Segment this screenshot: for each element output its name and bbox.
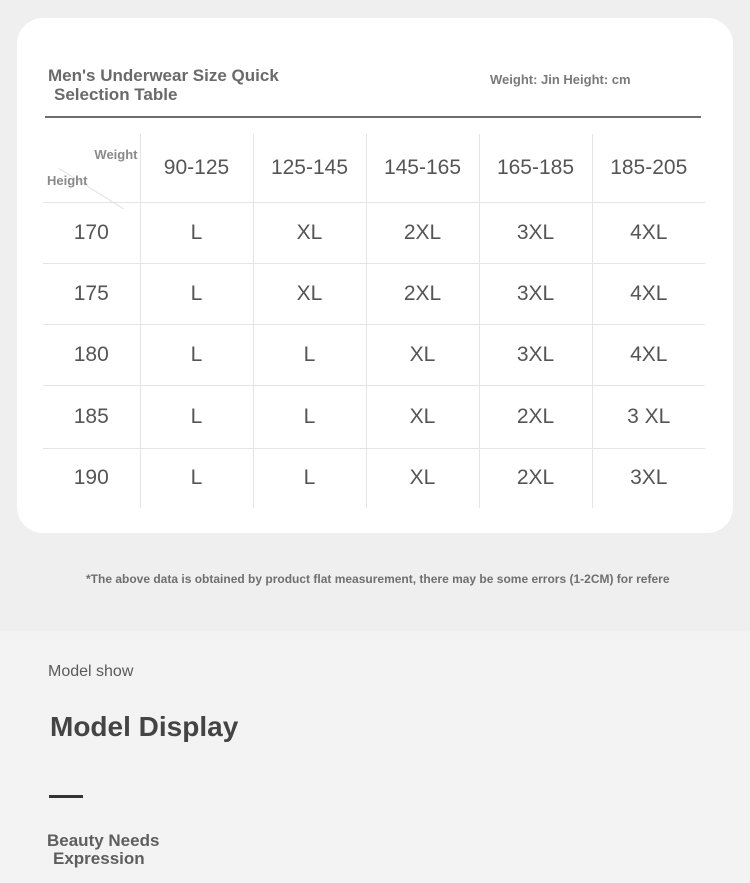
size-cell: 4XL: [592, 263, 705, 324]
size-cell: 2XL: [366, 263, 479, 324]
units-note: Weight: Jin Height: cm: [490, 72, 631, 87]
size-cell: L: [140, 448, 253, 508]
column-header: 125-145: [253, 134, 366, 202]
measurement-footnote: *The above data is obtained by product flat measurement, there may be some errors (1-2CM) for refere: [86, 572, 670, 586]
size-cell: L: [140, 263, 253, 324]
size-cell: 3XL: [479, 263, 592, 324]
model-section-heading: Model Display: [50, 711, 239, 742]
table-row: [43, 263, 705, 324]
size-cell: XL: [366, 324, 479, 385]
corner-cell: [43, 134, 140, 202]
size-cell: XL: [366, 448, 479, 508]
model-section-label: Model show: [48, 663, 134, 680]
size-cell: XL: [366, 385, 479, 448]
size-cell: L: [140, 385, 253, 448]
row-height-value: 190: [43, 448, 140, 508]
size-cell: 4XL: [592, 202, 705, 263]
size-cell: L: [140, 202, 253, 263]
size-cell: L: [253, 324, 366, 385]
size-cell: 3XL: [479, 324, 592, 385]
size-cell: 3 XL: [592, 385, 705, 448]
column-header: 165-185: [479, 134, 592, 202]
row-height-value: 180: [43, 324, 140, 385]
size-cell: L: [253, 448, 366, 508]
size-chart-title-line2: Selection Table: [54, 85, 178, 104]
column-header: 90-125: [140, 134, 253, 202]
column-header: 145-165: [366, 134, 479, 202]
height-axis-label: Height: [47, 172, 88, 188]
row-height-value: 170: [43, 202, 140, 263]
size-cell: XL: [253, 263, 366, 324]
weight-axis-label: Weight: [94, 147, 138, 162]
table-header-row: [43, 134, 705, 202]
table-row: [43, 448, 705, 508]
size-chart-title-line1: Men's Underwear Size Quick: [48, 66, 279, 85]
model-tagline-line2: Expression: [53, 849, 145, 868]
table-row: [43, 202, 705, 263]
model-tagline: [47, 832, 247, 868]
row-height-value: 185: [43, 385, 140, 448]
size-cell: 3XL: [630, 466, 668, 490]
size-cell: 2XL: [479, 448, 592, 508]
size-cell: L: [253, 385, 366, 448]
size-cell: 2XL: [366, 202, 479, 263]
heading-dash: [49, 795, 83, 798]
table-row: [43, 385, 705, 448]
row-height-value: 175: [43, 263, 140, 324]
size-chart-title: [48, 66, 348, 104]
size-cell: 4XL: [592, 324, 705, 385]
size-table: [43, 134, 705, 508]
size-cell: L: [140, 324, 253, 385]
column-header: 185-205: [592, 134, 705, 202]
title-divider: [45, 116, 701, 118]
table-row: [43, 324, 705, 385]
size-cell: XL: [253, 202, 366, 263]
model-tagline-line1: Beauty Needs: [47, 831, 160, 850]
size-cell: 2XL: [479, 385, 592, 448]
size-cell: 3XL: [479, 202, 592, 263]
